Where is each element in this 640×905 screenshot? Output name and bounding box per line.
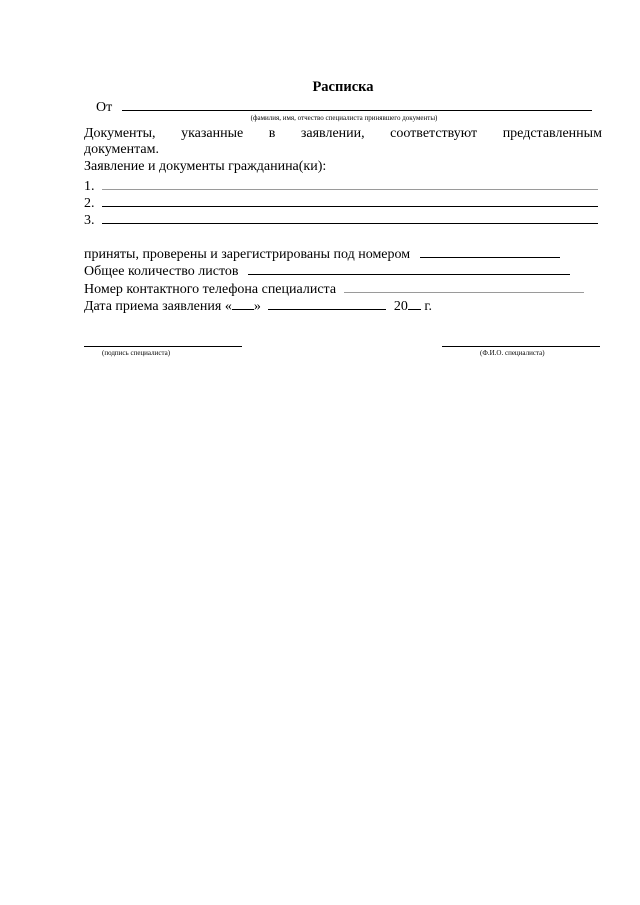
from-hint: (фамилия, имя, отчество специалиста принявшего документы)	[250, 114, 438, 122]
date-year-field[interactable]	[408, 297, 421, 310]
statement-line	[84, 126, 602, 142]
fio-line[interactable]	[442, 346, 600, 347]
item-2-line	[84, 194, 598, 212]
registered-text: приняты, проверены и зарегистрированы под номером	[84, 247, 411, 262]
statement-word: в	[268, 126, 276, 141]
item-2-field[interactable]	[102, 194, 598, 207]
item-1-field[interactable]	[102, 177, 598, 190]
statement-word: заявлении,	[300, 126, 365, 141]
statement-word: указанные	[181, 126, 244, 141]
date-prefix: Дата приема заявления «	[84, 299, 232, 314]
phone-field[interactable]	[344, 280, 584, 293]
phone-line	[84, 280, 584, 298]
sheets-text: Общее количество листов	[84, 264, 239, 279]
statement-word: Документы,	[84, 126, 156, 141]
statement-word: представленным	[502, 126, 602, 141]
applicant-line: Заявление и документы гражданина(ки):	[84, 159, 327, 174]
date-suffix: г.	[424, 299, 432, 314]
item-1-number: 1.	[84, 179, 95, 194]
date-day-field[interactable]	[232, 297, 254, 310]
item-3-line	[84, 211, 598, 229]
document-title: Расписка	[312, 79, 374, 95]
item-1-line	[84, 177, 598, 195]
fio-hint: (Ф.И.О. специалиста)	[480, 349, 545, 357]
item-3-number: 3.	[84, 213, 95, 228]
date-mid: »	[253, 299, 261, 314]
sheets-count-field[interactable]	[248, 262, 570, 275]
sheets-line	[84, 262, 570, 280]
date-month-field[interactable]	[268, 297, 386, 310]
item-3-field[interactable]	[102, 211, 598, 224]
date-line	[84, 297, 432, 315]
registration-number-field[interactable]	[420, 245, 560, 258]
statement-end: документам.	[84, 142, 159, 157]
item-2-number: 2.	[84, 196, 95, 211]
phone-text: Номер контактного телефона специалиста	[84, 282, 337, 297]
signature-line[interactable]	[84, 346, 242, 347]
statement-word: соответствуют	[390, 126, 478, 141]
registered-line	[84, 245, 560, 263]
date-year: 20	[393, 299, 408, 314]
from-field[interactable]	[122, 98, 592, 111]
from-label: От	[96, 100, 113, 115]
signature-hint: (подпись специалиста)	[102, 349, 171, 357]
